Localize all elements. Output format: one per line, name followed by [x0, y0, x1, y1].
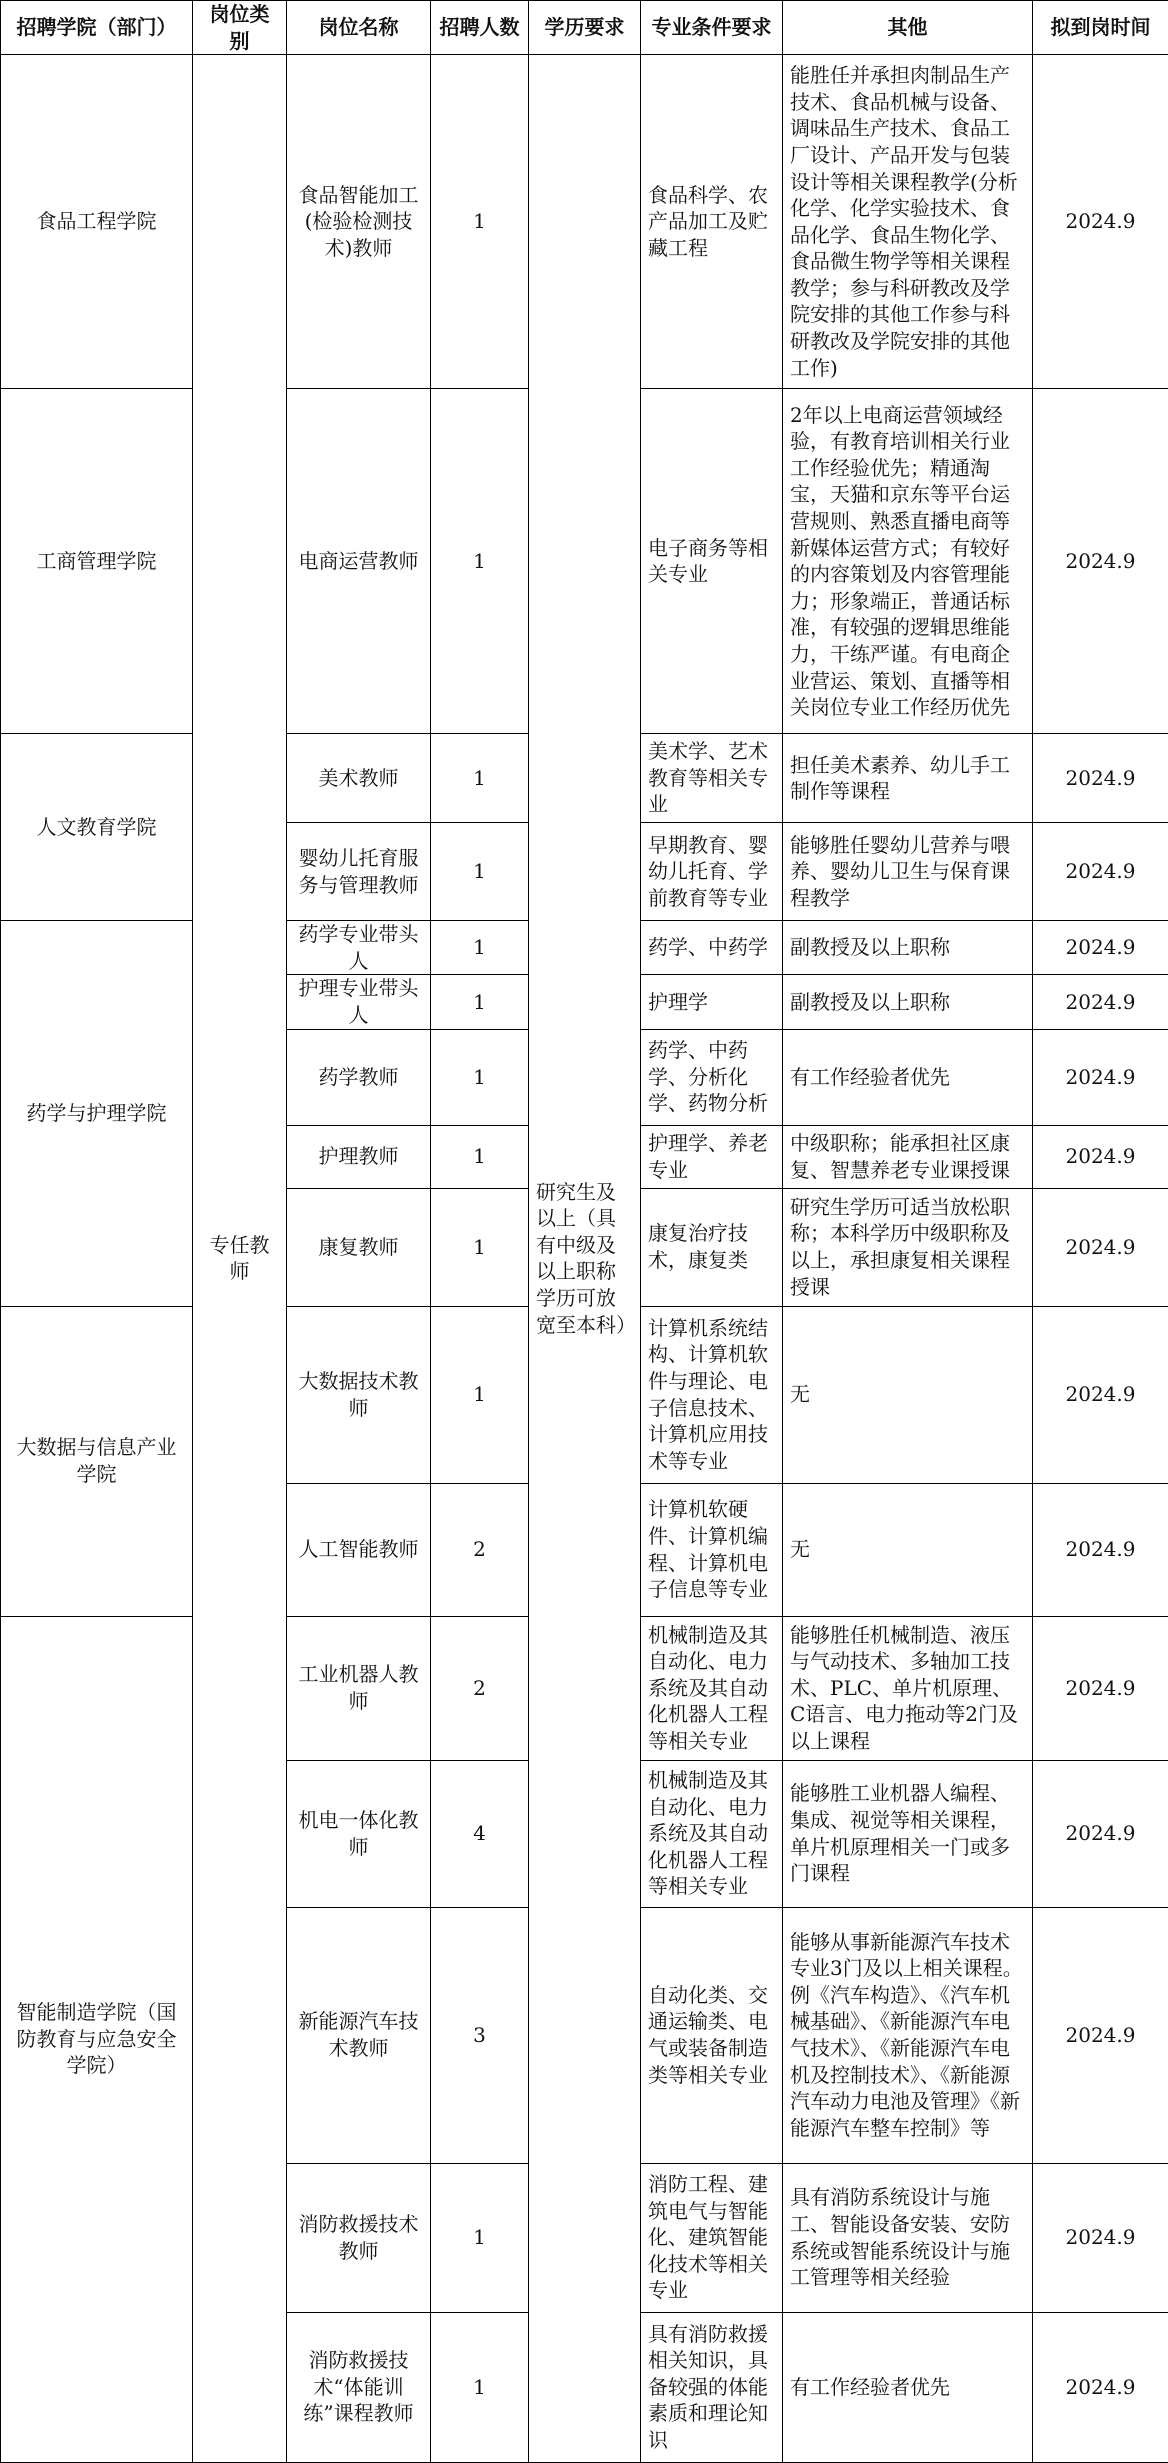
count-cell: 1	[431, 389, 529, 734]
count-cell: 1	[431, 823, 529, 921]
position-cell: 人工智能教师	[287, 1483, 431, 1616]
major-cell: 电子商务等相关专业	[641, 389, 783, 734]
count-cell: 1	[431, 1029, 529, 1125]
date-cell: 2024.9	[1033, 1760, 1168, 1907]
date-cell: 2024.9	[1033, 2163, 1168, 2312]
major-cell: 机械制造及其自动化、电力系统及其自动化机器人工程等相关专业	[641, 1760, 783, 1907]
header-major: 专业条件要求	[641, 1, 783, 55]
date-cell: 2024.9	[1033, 1616, 1168, 1760]
date-cell: 2024.9	[1033, 389, 1168, 734]
date-cell: 2024.9	[1033, 2312, 1168, 2462]
position-cell: 大数据技术教师	[287, 1306, 431, 1483]
major-cell: 药学、中药学	[641, 921, 783, 975]
major-cell: 早期教育、婴幼儿托育、学前教育等专业	[641, 823, 783, 921]
other-cell: 能够胜任婴幼儿营养与喂养、婴幼儿卫生与保育课程教学	[783, 823, 1033, 921]
major-cell: 护理学、养老专业	[641, 1125, 783, 1188]
position-cell: 药学专业带头人	[287, 921, 431, 975]
date-cell: 2024.9	[1033, 1125, 1168, 1188]
category-cell: 专任教师	[193, 55, 287, 2462]
count-cell: 1	[431, 1306, 529, 1483]
count-cell: 1	[431, 2163, 529, 2312]
position-cell: 食品智能加工(检验检测技术)教师	[287, 55, 431, 389]
position-cell: 工业机器人教师	[287, 1616, 431, 1760]
date-cell: 2024.9	[1033, 921, 1168, 975]
count-cell: 1	[431, 975, 529, 1029]
header-position: 岗位名称	[287, 1, 431, 55]
date-cell: 2024.9	[1033, 1029, 1168, 1125]
other-cell: 具有消防系统设计与施工、智能设备安装、安防系统或智能系统设计与施工管理等相关经验	[783, 2163, 1033, 2312]
other-cell: 能够胜任机械制造、液压与气动技术、多轴加工技术、PLC、单片机原理、C语言、电力拖动等2门及以上课程	[783, 1616, 1033, 1760]
table-row	[1, 55, 1168, 389]
header-other: 其他	[783, 1, 1033, 55]
other-cell: 担任美术素养、幼儿手工制作等课程	[783, 734, 1033, 823]
header-education: 学历要求	[529, 1, 641, 55]
count-cell: 2	[431, 1483, 529, 1616]
major-cell: 机械制造及其自动化、电力系统及其自动化机器人工程等相关专业	[641, 1616, 783, 1760]
position-cell: 新能源汽车技术教师	[287, 1907, 431, 2163]
major-cell: 食品科学、农产品加工及贮藏工程	[641, 55, 783, 389]
college-cell: 药学与护理学院	[1, 921, 193, 1306]
other-cell: 有工作经验者优先	[783, 2312, 1033, 2462]
count-cell: 1	[431, 2312, 529, 2462]
other-cell: 能够从事新能源汽车技术专业3门及以上相关课程。例《汽车构造》、《汽车机械基础》、《新能源汽车电气技术》、《新能源汽车电机及控制技术》、《新能源汽车动力电池及管理》《新能源汽车整车控制》等	[783, 1907, 1033, 2163]
date-cell: 2024.9	[1033, 1306, 1168, 1483]
position-cell: 药学教师	[287, 1029, 431, 1125]
other-cell: 无	[783, 1483, 1033, 1616]
date-cell: 2024.9	[1033, 1188, 1168, 1306]
position-cell: 康复教师	[287, 1188, 431, 1306]
header-count: 招聘人数	[431, 1, 529, 55]
major-cell: 护理学	[641, 975, 783, 1029]
major-cell: 康复治疗技术，康复类	[641, 1188, 783, 1306]
major-cell: 自动化类、交通运输类、电气或装备制造类等相关专业	[641, 1907, 783, 2163]
count-cell: 1	[431, 1188, 529, 1306]
major-cell: 计算机系统结构、计算机软件与理论、电子信息技术、计算机应用技术等专业	[641, 1306, 783, 1483]
other-cell: 副教授及以上职称	[783, 921, 1033, 975]
other-cell: 研究生学历可适当放松职称；本科学历中级职称及以上，承担康复相关课程授课	[783, 1188, 1033, 1306]
major-cell: 具有消防救援相关知识，具备较强的体能素质和理论知识	[641, 2312, 783, 2462]
count-cell: 1	[431, 734, 529, 823]
header-date: 拟到岗时间	[1033, 1, 1168, 55]
other-cell: 无	[783, 1306, 1033, 1483]
position-cell: 消防救援技术教师	[287, 2163, 431, 2312]
position-cell: 护理教师	[287, 1125, 431, 1188]
college-cell: 工商管理学院	[1, 389, 193, 734]
position-cell: 电商运营教师	[287, 389, 431, 734]
count-cell: 3	[431, 1907, 529, 2163]
header-category: 岗位类别	[193, 1, 287, 55]
position-cell: 护理专业带头人	[287, 975, 431, 1029]
college-cell: 人文教育学院	[1, 734, 193, 921]
count-cell: 1	[431, 921, 529, 975]
position-cell: 机电一体化教师	[287, 1760, 431, 1907]
other-cell: 能胜任并承担肉制品生产技术、食品机械与设备、调味品生产技术、食品工厂设计、产品开发与包装设计等相关课程教学(分析化学、化学实验技术、食品化学、食品生物化学、食品微生物学等相关课程教学；参与科研教改及学院安排的其他工作参与科研教改及学院安排的其他工作)	[783, 55, 1033, 389]
major-cell: 计算机软硬件、计算机编程、计算机电子信息等专业	[641, 1483, 783, 1616]
date-cell: 2024.9	[1033, 823, 1168, 921]
major-cell: 美术学、艺术教育等相关专业	[641, 734, 783, 823]
position-cell: 消防救援技术“体能训练”课程教师	[287, 2312, 431, 2462]
date-cell: 2024.9	[1033, 1483, 1168, 1616]
other-cell: 2年以上电商运营领域经验，有教育培训相关行业工作经验优先；精通淘宝，天猫和京东等平台运营规则、熟悉直播电商等新媒体运营方式；有较好的内容策划及内容管理能力；形象端正，普通话标准，有较强的逻辑思维能力，干练严谨。有电商企业营运、策划、直播等相关岗位专业工作经历优先	[783, 389, 1033, 734]
date-cell: 2024.9	[1033, 55, 1168, 389]
other-cell: 能够胜工业机器人编程、集成、视觉等相关课程，单片机原理相关一门或多门课程	[783, 1760, 1033, 1907]
count-cell: 1	[431, 55, 529, 389]
major-cell: 消防工程、建筑电气与智能化、建筑智能化技术等相关专业	[641, 2163, 783, 2312]
college-cell: 大数据与信息产业学院	[1, 1306, 193, 1616]
date-cell: 2024.9	[1033, 734, 1168, 823]
college-cell: 智能制造学院（国防教育与应急安全学院）	[1, 1616, 193, 2462]
header-college: 招聘学院（部门）	[1, 1, 193, 55]
major-cell: 药学、中药学、分析化学、药物分析	[641, 1029, 783, 1125]
count-cell: 4	[431, 1760, 529, 1907]
date-cell: 2024.9	[1033, 975, 1168, 1029]
other-cell: 有工作经验者优先	[783, 1029, 1033, 1125]
other-cell: 副教授及以上职称	[783, 975, 1033, 1029]
position-cell: 婴幼儿托育服务与管理教师	[287, 823, 431, 921]
header-row	[1, 1, 1168, 55]
count-cell: 1	[431, 1125, 529, 1188]
date-cell: 2024.9	[1033, 1907, 1168, 2163]
count-cell: 2	[431, 1616, 529, 1760]
college-cell: 食品工程学院	[1, 55, 193, 389]
education-cell: 研究生及以上（具有中级及以上职称学历可放宽至本科）	[529, 55, 641, 2462]
position-cell: 美术教师	[287, 734, 431, 823]
other-cell: 中级职称；能承担社区康复、智慧养老专业课授课	[783, 1125, 1033, 1188]
